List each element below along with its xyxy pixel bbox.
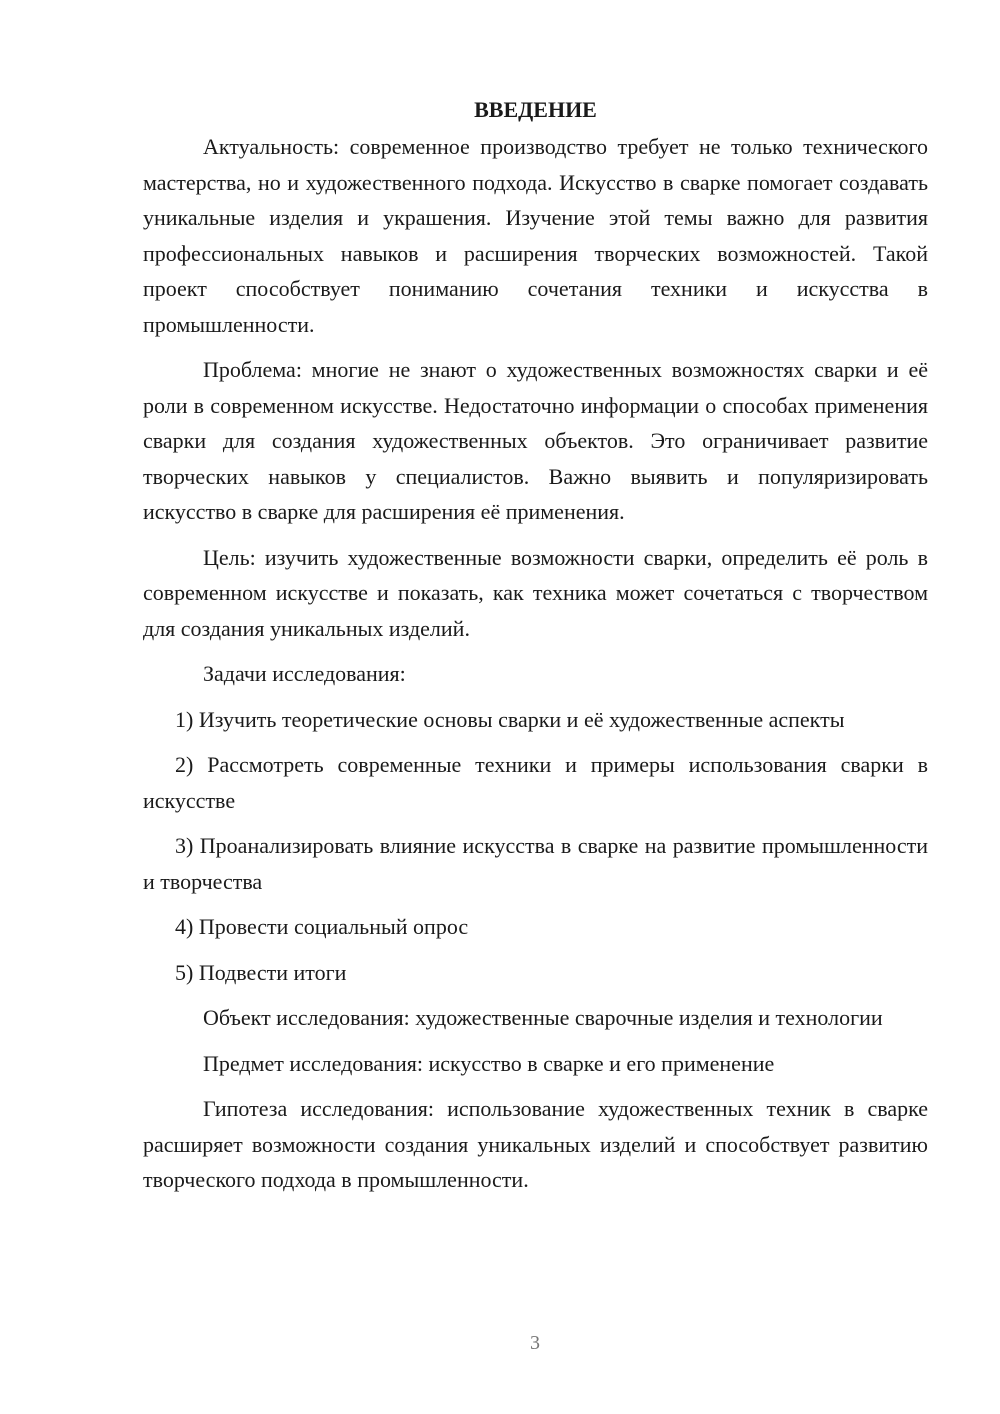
goal-paragraph: Цель: изучить художественные возможности сварки, определить её роль в современном искусстве и показать, как техника может сочетаться с творчеством для создания уникальных изделий. [143,544,928,641]
object-paragraph: Объект исследования: художественные сварочные изделия и технологии [203,1005,883,1030]
task-item: 3) Проанализировать влияние искусства в сварке на развитие промышленности и творчества [143,833,928,894]
task-item: 4) Провести социальный опрос [175,914,469,939]
page-number: 3 [530,1332,540,1354]
problem-paragraph: Проблема: многие не знают о художественных возможностях сварки и её роли в современном искусстве. Недостаточно информации о способах применения сварки для создания художественных объектов. Это ограничивает развитие творческих навыков у специалистов. Важно выявить и популяризировать искусство в сварке для расширения её применения. [143,357,928,524]
document-page [143,92,928,1208]
task-item: 2) Рассмотреть современные техники и примеры использования сварки в искусстве [143,752,928,813]
task-item: 1) Изучить теоретические основы сварки и её художественные аспекты [175,706,845,732]
relevance-paragraph: Актуальность: современное производство требует не только технического мастерства, но и художественного подхода. Искусство в сварке помогает создавать уникальные изделия и украшения. Изучение этой темы важно для развития профессиональных навыков и расширения творческих возможностей. Такой проект способствует пониманию сочетания техники и искусства в промышленности. [143,134,928,337]
task-item: 5) Подвести итоги [175,959,347,985]
section-title: ВВЕДЕНИЕ [474,97,597,122]
subject-paragraph: Предмет исследования: искусство в сварке и его применение [203,1050,775,1076]
tasks-heading: Задачи исследования: [203,661,406,686]
hypothesis-paragraph: Гипотеза исследования: использование художественных техник в сварке расширяет возможности создания уникальных изделий и способствует развитию творческого подхода в промышленности. [143,1096,928,1192]
